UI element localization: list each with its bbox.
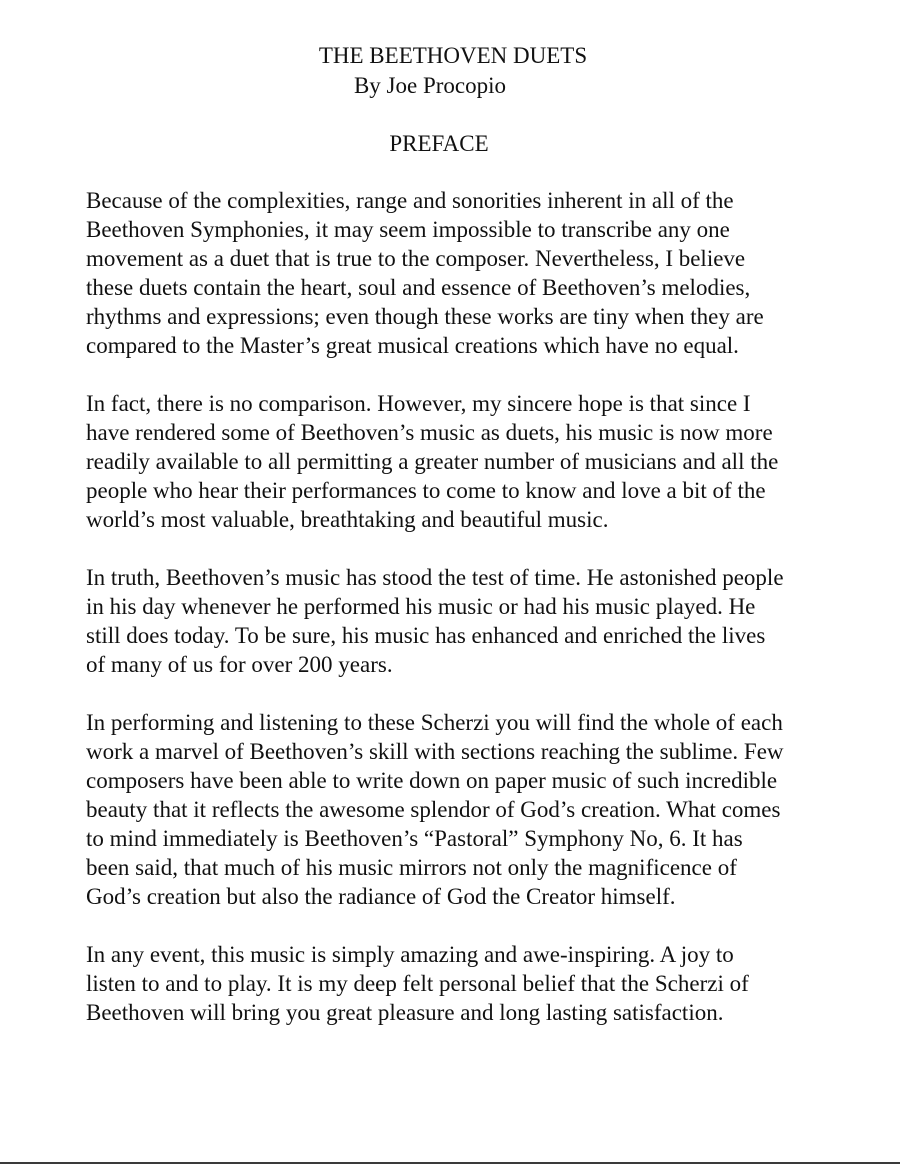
text-line: been said, that much of his music mirrors not only the magnificence of (86, 855, 737, 880)
text-line: In any event, this music is simply amazing and awe-inspiring. A joy to (86, 942, 734, 967)
text-line: beauty that it reflects the awesome splendor of God’s creation. What comes (86, 797, 781, 822)
text-line: readily available to all permitting a greater number of musicians and all the (86, 449, 779, 474)
text-line: In truth, Beethoven’s music has stood the test of time. He astonished people (86, 565, 784, 590)
paragraph (86, 940, 876, 1027)
section-heading: PREFACE (389, 131, 489, 156)
text-line: In performing and listening to these Scherzi you will find the whole of each (86, 710, 783, 735)
text-line: these duets contain the heart, soul and essence of Beethoven’s melodies, (86, 275, 751, 300)
text-line: people who hear their performances to come to know and love a bit of the (86, 478, 766, 503)
text-line: Beethoven will bring you great pleasure and long lasting satisfaction. (86, 1000, 724, 1025)
text-line: movement as a duet that is true to the composer. Nevertheless, I believe (86, 246, 746, 271)
author-byline: By Joe Procopio (353, 73, 507, 98)
text-line: have rendered some of Beethoven’s music as duets, his music is now more (86, 420, 773, 445)
text-line: of many of us for over 200 years. (86, 652, 393, 677)
paragraph (86, 708, 876, 911)
text-line: Beethoven Symphonies, it may seem impossible to transcribe any one (86, 217, 730, 242)
text-line: rhythms and expressions; even though these works are tiny when they are (86, 304, 764, 329)
text-line: In fact, there is no comparison. However, my sincere hope is that since I (86, 391, 751, 416)
text-line: composers have been able to write down on paper music of such incredible (86, 768, 778, 793)
paragraph (86, 186, 876, 360)
text-line: Because of the complexities, range and sonorities inherent in all of the (86, 188, 734, 213)
preface-body (86, 186, 876, 1056)
text-line: work a marvel of Beethoven’s skill with sections reaching the sublime. Few (86, 739, 784, 764)
text-line: world’s most valuable, breathtaking and beautiful music. (86, 507, 609, 532)
text-line: in his day whenever he performed his music or had his music played. He (86, 594, 756, 619)
text-line: to mind immediately is Beethoven’s “Pastoral” Symphony No, 6. It has (86, 826, 743, 851)
paragraph (86, 389, 876, 534)
text-line: compared to the Master’s great musical creations which have no equal. (86, 333, 739, 358)
text-line: listen to and to play. It is my deep felt personal belief that the Scherzi of (86, 971, 749, 996)
text-line: still does today. To be sure, his music has enhanced and enriched the lives (86, 623, 766, 648)
text-line: God’s creation but also the radiance of God the Creator himself. (86, 884, 676, 909)
paragraph (86, 563, 876, 679)
document-title: THE BEETHOVEN DUETS (318, 43, 588, 68)
